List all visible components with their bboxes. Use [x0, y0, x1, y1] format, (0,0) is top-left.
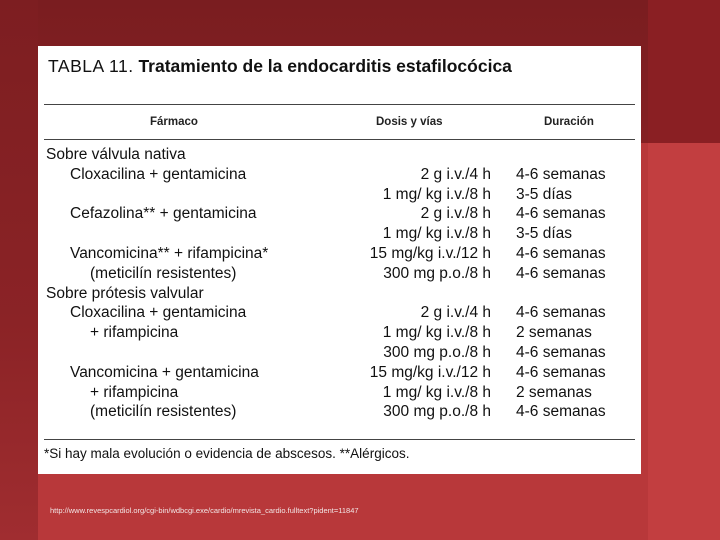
cell-duration: 3-5 días	[516, 225, 573, 243]
table-row	[38, 303, 641, 323]
column-header-drug: Fármaco	[150, 116, 198, 128]
table-row	[38, 185, 641, 205]
table-row	[38, 323, 641, 343]
cell-drug: Cloxacilina + gentamicina	[70, 165, 247, 183]
table-row	[38, 224, 641, 244]
table-row	[38, 343, 641, 363]
cell-dose: 300 mg p.o./8 h	[383, 403, 491, 421]
table-row	[38, 402, 641, 422]
cell-dose: 1 mg/ kg i.v./8 h	[382, 383, 491, 401]
cell-drug: (meticilín resistentes)	[90, 264, 237, 282]
cell-duration: 4-6 semanas	[516, 245, 606, 262]
cell-dose: 15 mg/kg i.v./12 h	[369, 363, 491, 381]
cell-drug: Vancomicina + gentamicina	[70, 363, 259, 381]
table-row	[38, 244, 641, 264]
cell-dose: 1 mg/ kg i.v./8 h	[382, 185, 491, 203]
source-url: http://www.revespcardiol.org/cgi-bin/wdbcgi.exe/cardio/mrevista_cardio.fulltext?pident=11847	[50, 506, 359, 515]
cell-dose: 1 mg/ kg i.v./8 h	[382, 324, 491, 342]
table-bottom-rule	[44, 439, 635, 440]
cell-dose: 300 mg p.o./8 h	[383, 344, 491, 361]
cell-dose: 2 g i.v./4 h	[420, 165, 491, 183]
table-row	[38, 165, 641, 185]
table-row	[38, 145, 641, 165]
cell-drug: Sobre prótesis valvular	[46, 284, 204, 302]
header-top-rule	[44, 104, 635, 105]
table-title	[48, 56, 628, 77]
table-row	[38, 284, 641, 304]
cell-drug: Cefazolina** + gentamicina	[70, 205, 257, 223]
table-row	[38, 264, 641, 284]
background-left-strip	[0, 0, 38, 540]
table-label: TABLA 11.	[48, 56, 134, 76]
cell-dose: 2 g i.v./4 h	[420, 304, 491, 322]
cell-drug: (meticilín resistentes)	[90, 403, 237, 421]
table-row	[38, 204, 641, 224]
table-title-text: Tratamiento de la endocarditis estafilocócica	[138, 56, 512, 76]
cell-drug: Sobre válvula nativa	[46, 146, 186, 163]
cell-duration: 2 semanas	[516, 383, 592, 401]
header-bottom-rule	[44, 139, 635, 140]
cell-dose: 1 mg/ kg i.v./8 h	[382, 225, 491, 243]
cell-drug: + rifampicina	[90, 383, 179, 401]
background-right-strip	[648, 0, 720, 540]
table-image	[38, 46, 641, 474]
cell-duration: 3-5 días	[516, 185, 573, 203]
table-row	[38, 363, 641, 383]
cell-dose: 300 mg p.o./8 h	[383, 264, 491, 282]
cell-dose: 15 mg/kg i.v./12 h	[369, 245, 491, 262]
background-right-upper	[648, 0, 720, 143]
cell-duration: 4-6 semanas	[516, 363, 606, 381]
cell-duration: 4-6 semanas	[516, 344, 606, 361]
cell-duration: 4-6 semanas	[516, 165, 606, 183]
cell-drug: Vancomicina** + rifampicina*	[70, 245, 269, 262]
cell-duration: 2 semanas	[516, 324, 592, 342]
cell-drug: + rifampicina	[90, 324, 179, 342]
background-right-lower	[648, 143, 720, 540]
cell-duration: 4-6 semanas	[516, 264, 606, 282]
table-footnote: *Si hay mala evolución o evidencia de abscesos. **Alérgicos.	[44, 446, 410, 461]
cell-dose: 2 g i.v./8 h	[420, 205, 491, 223]
column-header-duration: Duración	[544, 116, 594, 128]
table-row	[38, 383, 641, 403]
cell-drug: Cloxacilina + gentamicina	[70, 304, 247, 322]
cell-duration: 4-6 semanas	[516, 403, 606, 421]
cell-duration: 4-6 semanas	[516, 205, 606, 223]
cell-duration: 4-6 semanas	[516, 304, 606, 322]
column-header-dose: Dosis y vías	[376, 116, 443, 128]
